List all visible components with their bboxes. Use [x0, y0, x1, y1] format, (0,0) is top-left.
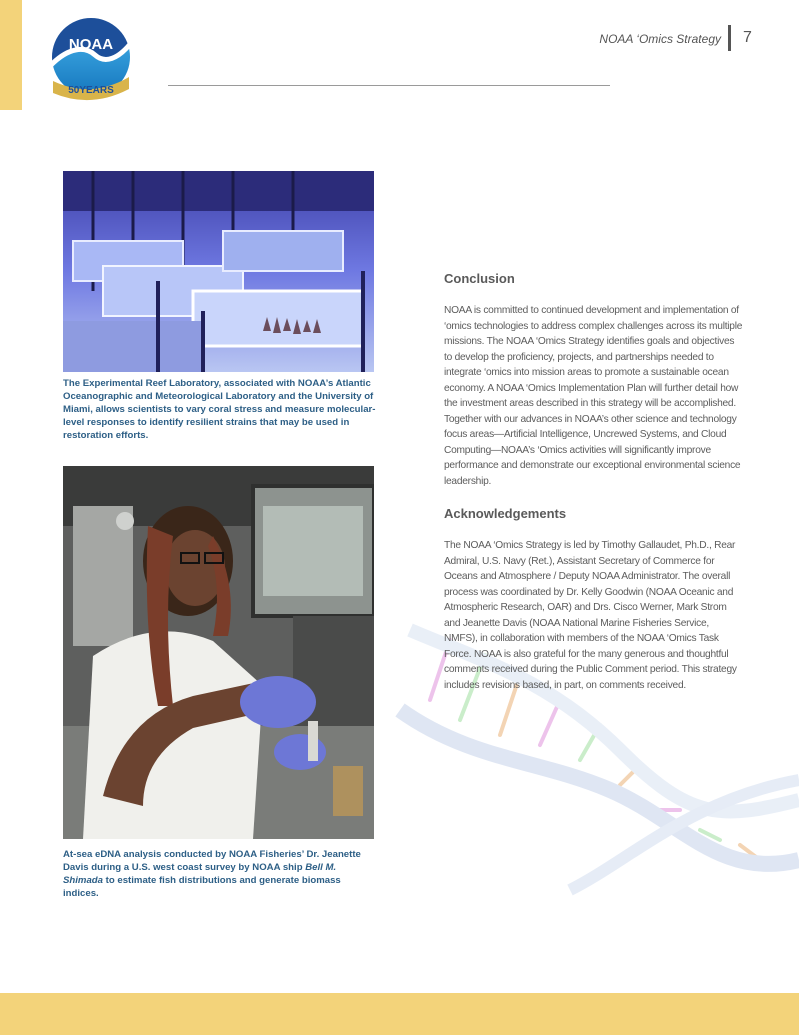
header-divider	[168, 85, 610, 86]
svg-text:NOAA: NOAA	[68, 36, 114, 53]
decorative-side-bar	[0, 0, 22, 110]
figure-caption-edna-analysis: At-sea eDNA analysis conducted by NOAA Fisheries’ Dr. Jeanette Davis during a U.S. west coast survey by NOAA ship Bell M. Shimada to estimate fish distributions and generate biomass indices.	[63, 849, 361, 899]
photo-scientist-edna-analysis-icon	[63, 466, 374, 839]
acknowledgements-heading: Acknowledgements	[444, 506, 567, 521]
figure-caption-reef-laboratory: The Experimental Reef Laboratory, associated with NOAA’s Atlantic Oceanographic and Meteorological Laboratory and the University of Miami, allows scientists to vary coral stress and measure molecular-level responses to identify resilient strains that may be used in restoration efforts.	[63, 378, 376, 441]
conclusion-heading: Conclusion	[444, 271, 515, 286]
svg-text:50YEARS: 50YEARS	[68, 85, 114, 96]
conclusion-paragraph: NOAA is committed to continued development and implementation of ‘omics technologies to address complex challenges across its multiple missions. The NOAA ‘Omics Strategy identifies goals and objectives to develop the proficiency, projects, and partnerships needed to integrate ‘omics into mission areas to promote a sustainable ocean economy. A NOAA ‘Omics Implementation Plan will further detail how the investment areas described in this strategy will be accomplished. Together with our advances in NOAA’s other science and technology focus areas—Artificial Intelligence, Uncrewed Systems, and Cloud Computing—NOAA’s ‘Omics activities will significantly improve performance and demonstrate our exceptional environmental science leadership.	[444, 305, 743, 487]
noaa-50-years-logo-icon	[45, 13, 137, 105]
decorative-bottom-bar	[0, 993, 799, 1035]
running-header-title: NOAA ‘Omics Strategy	[599, 32, 721, 46]
acknowledgements-paragraph: The NOAA ‘Omics Strategy is led by Timothy Gallaudet, Ph.D., Rear Admiral, U.S. Navy (Ret.), Assistant Secretary of Commerce for Oceans and Atmosphere / Deputy NOAA Administrator. The overall process was coordinated by Dr. Kelly Goodwin (NOAA Oceanic and Atmospheric Research, OAR) and Drs. Cisco Werner, Mark Strom and Jeanette Davis (NOAA National Marine Fisheries Service, NMFS), in collaboration with members of the NOAA ‘Omics Task Force. NOAA is also grateful for the many generous and thoughtful comments received during the Public Comment period. This strategy includes revisions based, in part, on comments received.	[444, 540, 737, 691]
page-number: 7	[743, 29, 752, 46]
header-separator	[728, 25, 731, 51]
photo-experimental-reef-laboratory-icon	[63, 171, 374, 372]
